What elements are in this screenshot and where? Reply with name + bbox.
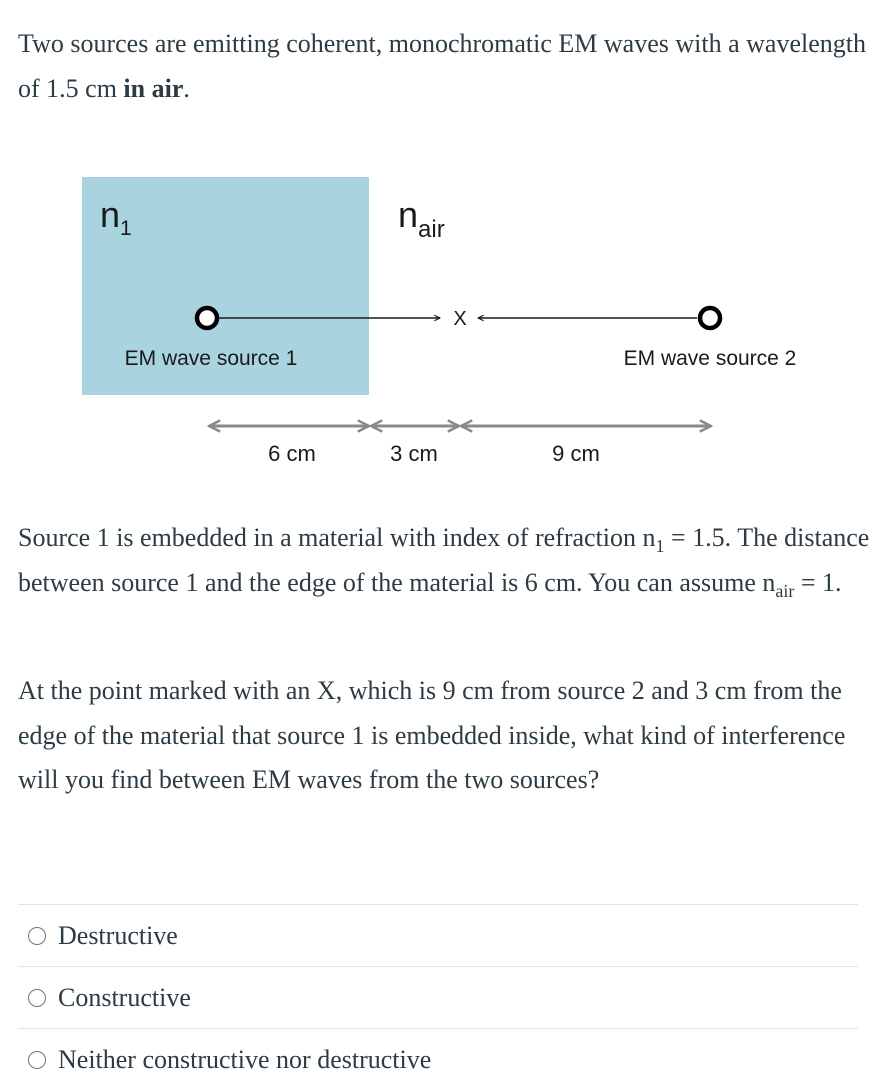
nair-label: $n_{air}$ xyxy=(398,194,445,243)
dim-6cm-label: 6 cm xyxy=(268,441,316,466)
answer-label: Neither constructive nor destructive xyxy=(58,1044,432,1074)
answer-label: Constructive xyxy=(58,982,191,1012)
diagram-svg xyxy=(0,160,890,500)
radio-button[interactable] xyxy=(28,927,46,945)
dim-3cm-label: 3 cm xyxy=(390,441,438,466)
intro-text: Two sources are emitting coherent, monochromatic EM waves with a wavelength of 1.5 cm xyxy=(18,29,866,103)
answer-option-neither[interactable] xyxy=(18,1028,858,1090)
given-text-2: = 1.5. The distance between source 1 and the edge of the material is 6 cm. You can assume n xyxy=(18,523,870,597)
answer-label: Destructive xyxy=(58,920,178,950)
source2-label: EM wave source 2 xyxy=(623,347,797,370)
n1-label: $n_1$ xyxy=(100,194,132,240)
question-intro xyxy=(18,22,874,111)
answer-list xyxy=(18,904,858,1090)
dim-9cm-label: 9 cm xyxy=(552,441,600,466)
radio-button[interactable] xyxy=(28,989,46,1007)
wave-sources-diagram xyxy=(0,160,890,500)
answer-option-destructive[interactable] xyxy=(18,904,858,966)
radio-button[interactable] xyxy=(28,1051,46,1069)
x-marker: X xyxy=(453,308,467,330)
intro-end: . xyxy=(183,73,190,103)
source1-label: EM wave source 1 xyxy=(124,347,298,370)
intro-bold: in air xyxy=(123,73,184,103)
given-text-3: = 1. xyxy=(794,567,842,597)
given-sub-2: air xyxy=(775,580,795,601)
source2-marker xyxy=(700,308,720,328)
answer-option-constructive[interactable] xyxy=(18,966,858,1028)
source1-marker xyxy=(197,308,217,328)
given-sub-1: 1 xyxy=(655,536,665,556)
given-text-1: Source 1 is embedded in a material with index of refraction n xyxy=(18,523,656,552)
question-prompt: At the point marked with an X, which is 9 cm from source 2 and 3 cm from the edge of the material that source 1 is embedded inside, what kind of interference will you find between EM waves from the two sources? xyxy=(18,676,846,794)
question-given xyxy=(18,516,874,605)
